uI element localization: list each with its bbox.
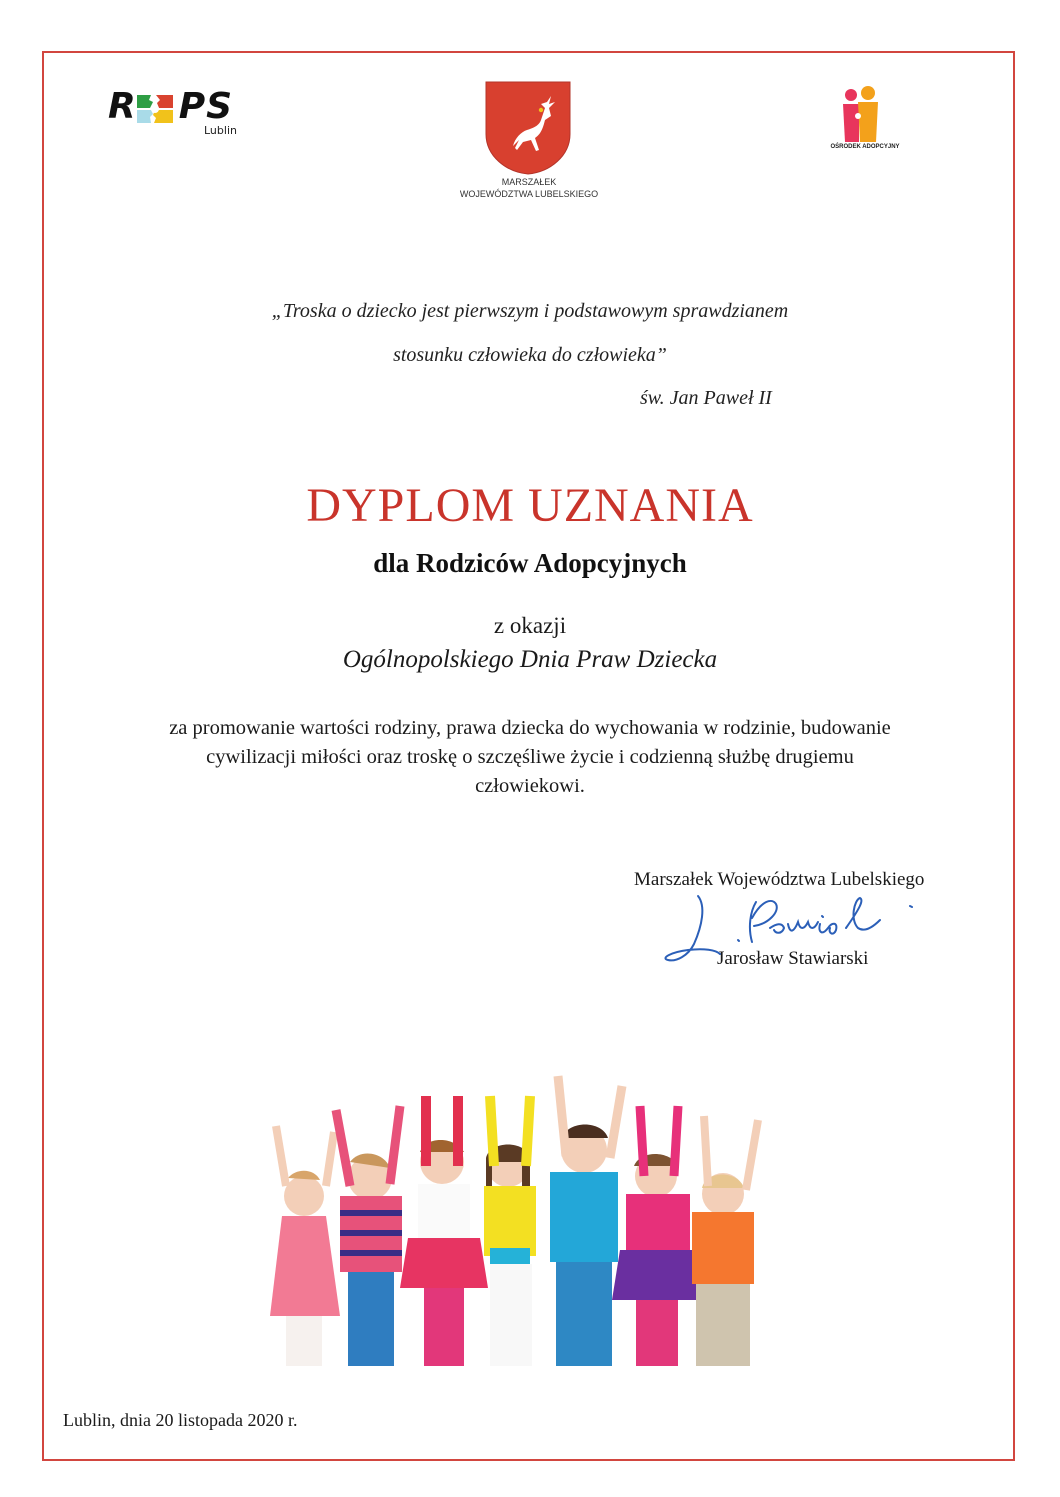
- certificate-reason: za promowanie wartości rodziny, prawa dziecka do wychowania w rodzinie, budowanie cywilizacji miłości oraz troskę o szczęśliwe życie i codzienną służbę drugiemu człowiekowi.: [169, 717, 891, 797]
- rops-city: Lublin: [204, 124, 237, 137]
- quote-author: św. Jan Paweł II: [640, 387, 772, 409]
- puzzle-people-icon: [134, 92, 176, 126]
- quote-line-2: stosunku człowieka do człowieka”: [393, 344, 667, 366]
- occasion-prefix: z okazji: [493, 613, 567, 638]
- certificate-recipient: dla Rodziców Adopcyjnych: [373, 548, 687, 578]
- occasion-name: Ogólnopolskiego Dnia Praw Dziecka: [342, 646, 718, 673]
- coat-of-arms-deer-icon: [483, 80, 573, 176]
- place-and-date: Lublin, dnia 20 listopada 2020 r.: [63, 1410, 298, 1430]
- rops-letter-r: R: [108, 86, 137, 127]
- certificate-title: DYPLOM UZNANIA: [306, 479, 754, 532]
- osrodek-caption: OŚRODEK ADOPCYJNY: [830, 144, 900, 150]
- signatory-role: Marszałek Województwa Lubelskiego: [634, 869, 925, 890]
- signatory-name: Jarosław Stawiarski: [717, 948, 869, 969]
- children-raising-hands-photo: [258, 1066, 770, 1366]
- rops-logo: [108, 86, 248, 138]
- crest-caption: MARSZAŁEK WOJEWÓDZTWA LUBELSKIEGO: [459, 177, 599, 199]
- quote-line-1: „Troska o dziecko jest pierwszym i podstawowym sprawdzianem: [271, 300, 789, 322]
- adoptive-parents-icon: [838, 86, 882, 142]
- rops-letters-ps: PS: [178, 86, 234, 127]
